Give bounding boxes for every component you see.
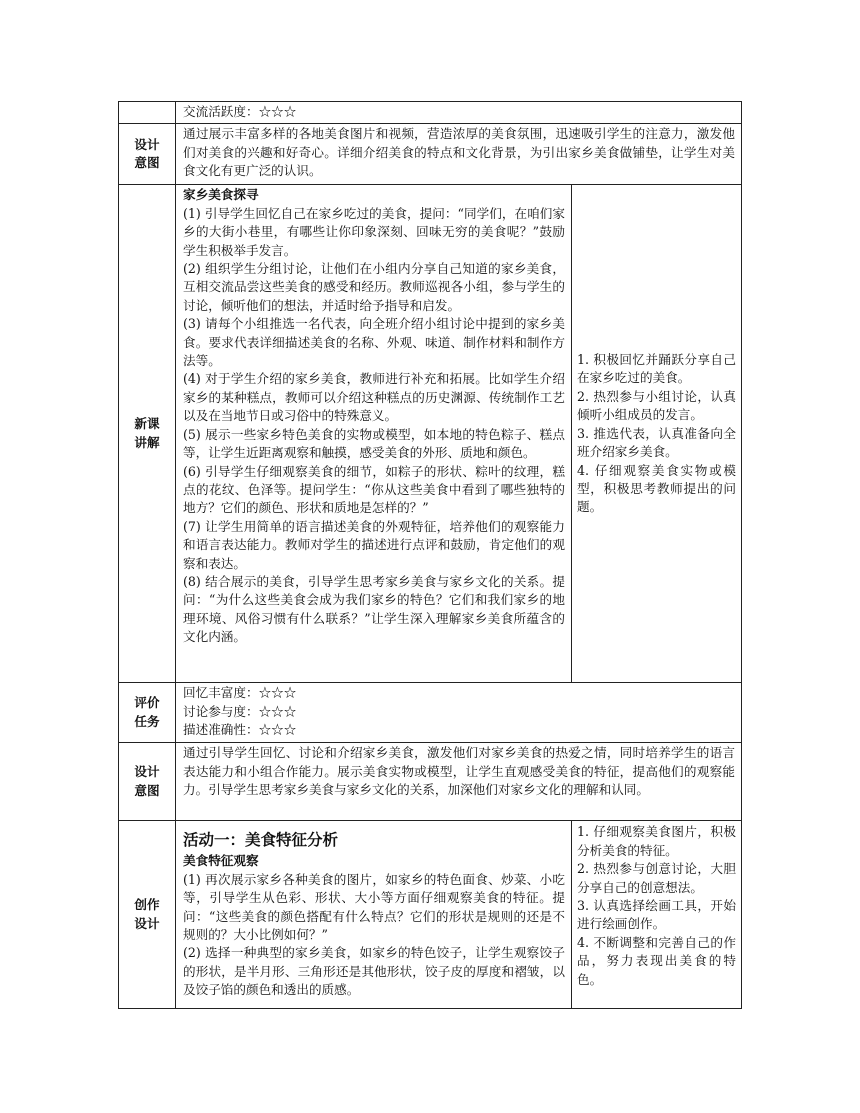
- teacher-step: (2) 组织学生分组讨论，让他们在小组内分享自己知道的家乡美食，互相交流品尝这些美食的感受和经历。教师巡视各小组，参与学生的讨论，倾听他们的想法，并适时给予指导和启发。: [183, 261, 565, 313]
- teacher-activities: [176, 821, 572, 1009]
- communication-rating: 交流活跃度：☆☆☆: [176, 102, 742, 124]
- row-new-lesson: [119, 185, 742, 683]
- teacher-activities: [176, 185, 572, 683]
- row-label-design-intent: 设计 意图: [119, 743, 176, 821]
- section-subheading: 家乡美食探寻: [183, 187, 259, 203]
- student-item: 1. 积极回忆并踊跃分享自己在家乡吃过的美食。: [577, 352, 736, 386]
- row-design-intent-2: [119, 743, 742, 821]
- design-intent-text: 通过展示丰富多样的各地美食图片和视频，营造浓厚的美食氛围，迅速吸引学生的注意力，激发他们对美食的兴趣和好奇心。详细介绍美食的特点和文化背景，为引出家乡美食做铺垫，让学生对美食文化有更广泛的认识。: [176, 124, 742, 185]
- teacher-step: (3) 请每个小组推选一名代表，向全班介绍小组讨论中提到的家乡美食。要求代表详细描述美食的名称、外观、味道、制作材料和制作方法等。: [183, 316, 565, 369]
- row-label-new-lesson: 新课 讲解: [119, 185, 176, 683]
- teacher-step: (6) 引导学生仔细观察美食的细节，如粽子的形状、粽叶的纹理，糕点的花纹、色泽等。提问学生：“你从这些美食中看到了哪些独特的地方？它们的颜色、形状和质地是怎样的？”: [183, 463, 565, 516]
- student-item: 4. 仔细观察美食实物或模型，积极思考教师提出的问题。: [577, 462, 736, 515]
- student-activities: [572, 821, 742, 1009]
- student-activities: [572, 185, 742, 683]
- teacher-step: (7) 让学生用简单的语言描述美食的外观特征，培养他们的观察能力和语言表达能力。教师对学生的描述进行点评和鼓励，肯定他们的观察和表达。: [183, 518, 565, 571]
- teacher-step: (2) 选择一种典型的家乡美食，如家乡的特色饺子，让学生观察饺子的形状，是半月形、三角形还是其他形状，饺子皮的厚度和褶皱，以及饺子馅的颜色和透出的质感。: [183, 945, 565, 998]
- student-item: 3. 认真选择绘画工具，开始进行绘画创作。: [577, 898, 736, 932]
- teacher-step: (4) 对于学生介绍的家乡美食，教师进行补充和拓展。比如学生介绍家乡的某种糕点，教师可以介绍这种糕点的历史渊源、传统制作工艺以及在当地节日或习俗中的特殊意义。: [183, 371, 565, 424]
- row-design-intent-1: [119, 124, 742, 185]
- section-subheading: 美食特征观察: [183, 853, 259, 869]
- row-evaluation: [119, 683, 742, 743]
- row-label-design-intent: 设计 意图: [119, 124, 176, 185]
- teacher-step: (1) 再次展示家乡各种美食的图片，如家乡的特色面食、炒菜、小吃等，引导学生从色彩、形状、大小等方面仔细观察美食的特征。提问：“这些美食的颜色搭配有什么特点？它们的形状是规则的还是不规则的？大小比例如何？”: [183, 871, 565, 943]
- student-item: 2. 热烈参与小组讨论，认真倾听小组成员的发言。: [577, 388, 736, 423]
- row-communication: [119, 102, 742, 124]
- row-creative-design: [119, 821, 742, 1009]
- student-item: 1. 仔细观察美食图片，积极分析美食的特征。: [577, 824, 736, 858]
- lesson-plan-table: [118, 101, 742, 1009]
- student-item: 2. 热烈参与创意讨论，大胆分享自己的创意想法。: [577, 861, 736, 895]
- evaluation-ratings: 回忆丰富度：☆☆☆ 讨论参与度：☆☆☆ 描述准确性：☆☆☆: [176, 683, 742, 743]
- student-item: 4. 不断调整和完善自己的作品，努力表现出美食的特色。: [577, 934, 736, 987]
- teacher-step: (8) 结合展示的美食，引导学生思考家乡美食与家乡文化的关系。提问：“为什么这些美食会成为我们家乡的特色？它们和我们家乡的地理环境、风俗习惯有什么联系？”让学生深入理解家乡美食所蕴含的文化内涵。: [183, 573, 565, 645]
- lesson-plan-page: [118, 101, 741, 1009]
- teacher-step: (5) 展示一些家乡特色美食的实物或模型，如本地的特色粽子、糕点等，让学生近距离观察和触摸，感受美食的外形、质地和颜色。: [183, 426, 565, 461]
- teacher-step: (1) 引导学生回忆自己在家乡吃过的美食，提问：“同学们，在咱们家乡的大街小巷里，有哪些让你印象深刻、回味无穷的美食呢？”鼓励学生积极举手发言。: [183, 205, 565, 258]
- student-item: 3. 推选代表，认真准备向全班介绍家乡美食。: [577, 425, 736, 460]
- row-label-creative-design: 创作 设计: [119, 821, 176, 1009]
- row-label-empty: [119, 102, 176, 124]
- row-label-evaluation: 评价 任务: [119, 683, 176, 743]
- activity-heading: 活动一：美食特征分析: [183, 831, 339, 850]
- design-intent-text: 通过引导学生回忆、讨论和介绍家乡美食，激发他们对家乡美食的热爱之情，同时培养学生的语言表达能力和小组合作能力。展示美食实物或模型，让学生直观感受美食的特征，提高他们的观察能力。引导学生思考家乡美食与家乡文化的关系，加深他们对家乡文化的理解和认同。: [176, 743, 742, 821]
